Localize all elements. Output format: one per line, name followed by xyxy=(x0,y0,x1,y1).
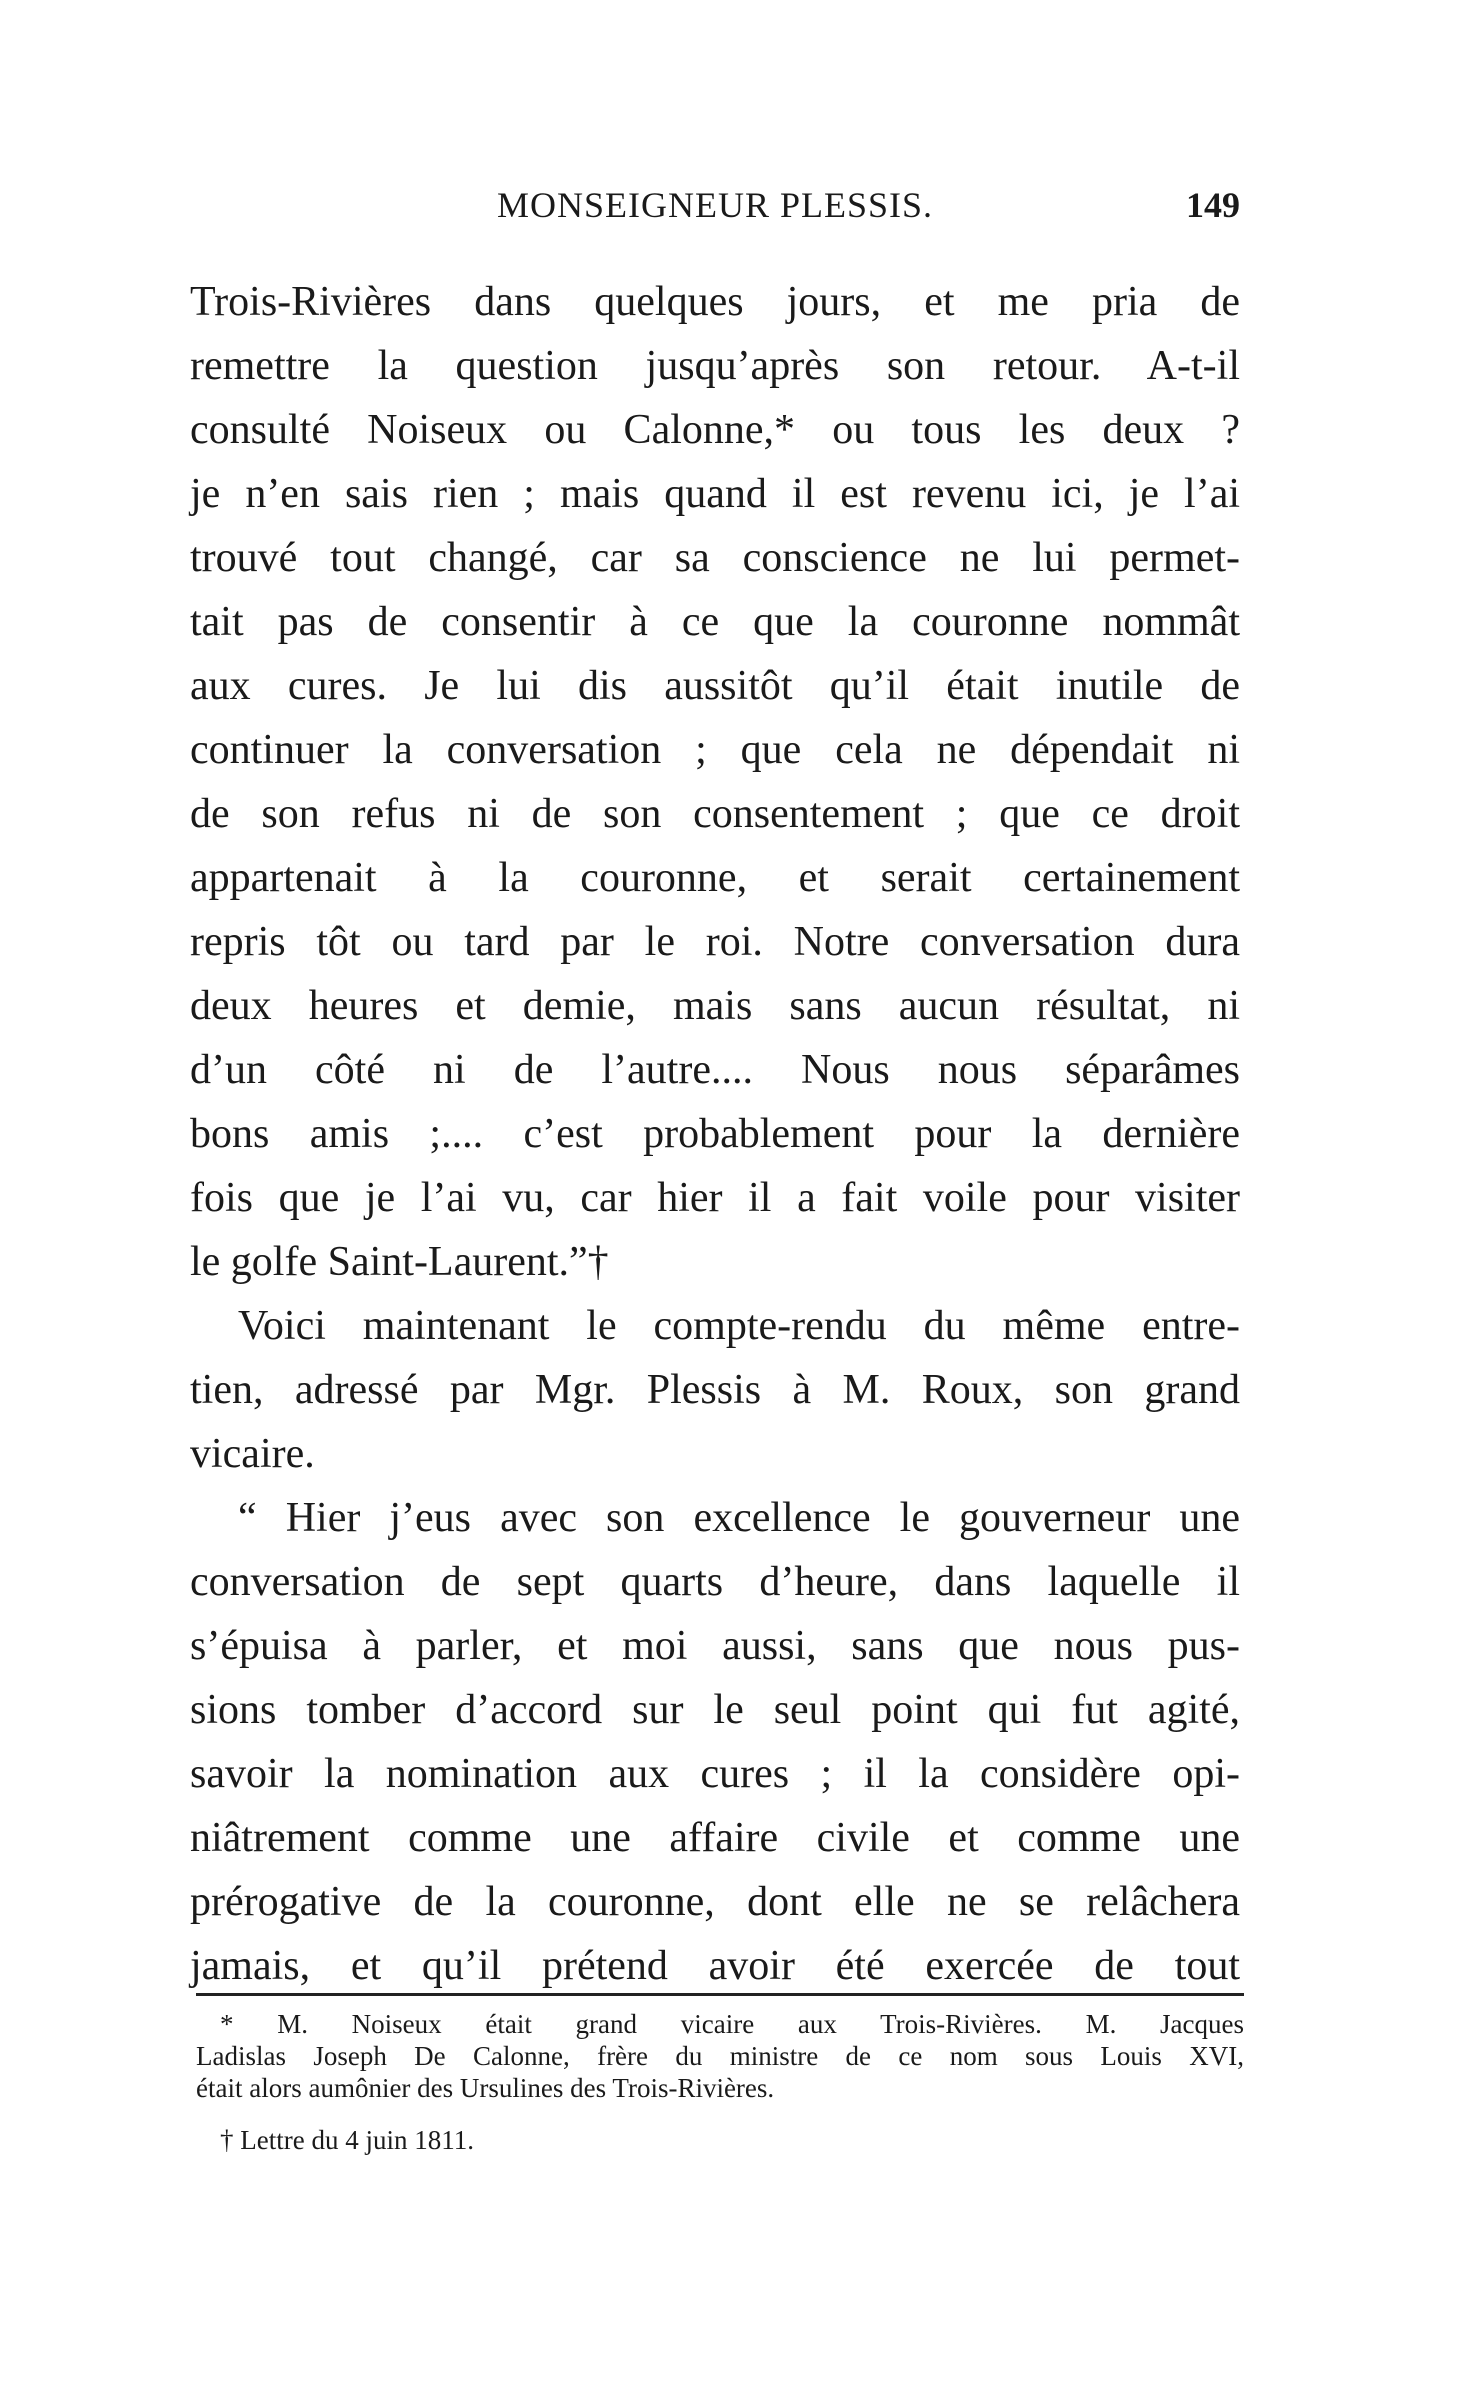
footnote-line: Ladislas Joseph De Calonne, frère du ministre de ce nom sous Louis XVI, xyxy=(196,2041,1244,2071)
text-line: vicaire. xyxy=(190,1431,315,1477)
paragraph xyxy=(190,270,1240,1294)
text-line: tait pas de consentir à ce que la couronne nommât xyxy=(190,599,1240,645)
text-line: consulté Noiseux ou Calonne,* ou tous les deux ? xyxy=(190,407,1240,453)
text-line: deux heures et demie, mais sans aucun résultat, ni xyxy=(190,983,1240,1029)
text-line: de son refus ni de son consentement ; que ce droit xyxy=(190,791,1240,837)
footnote xyxy=(196,2124,1244,2156)
text-line: jamais, et qu’il prétend avoir été exercée de tout xyxy=(190,1943,1240,1989)
footnote-rule xyxy=(196,1993,1244,1996)
footnote xyxy=(196,2008,1244,2104)
footnote-line: était alors aumônier des Ursulines des Trois-Rivières. xyxy=(196,2073,775,2103)
page-number: 149 xyxy=(1186,185,1240,225)
text-line: je n’en sais rien ; mais quand il est revenu ici, je l’ai xyxy=(190,471,1240,517)
text-line: savoir la nomination aux cures ; il la considère opi- xyxy=(190,1751,1240,1797)
text-line: appartenait à la couronne, et serait certainement xyxy=(190,855,1240,901)
footnotes xyxy=(196,2008,1244,2156)
paragraph xyxy=(190,1294,1240,1486)
text-line: fois que je l’ai vu, car hier il a fait voile pour visiter xyxy=(190,1175,1240,1221)
text-line: tien, adressé par Mgr. Plessis à M. Roux, son grand xyxy=(190,1367,1240,1413)
text-line: “ Hier j’eus avec son excellence le gouverneur une xyxy=(238,1495,1240,1541)
running-title: MONSEIGNEUR PLESSIS. xyxy=(496,185,934,225)
text-line: le golfe Saint-Laurent.”† xyxy=(190,1239,609,1285)
text-line: sions tomber d’accord sur le seul point qui fut agité, xyxy=(190,1687,1240,1733)
text-line: Trois-Rivières dans quelques jours, et me pria de xyxy=(190,279,1240,325)
text-line: continuer la conversation ; que cela ne dépendait ni xyxy=(190,727,1240,773)
text-line: d’un côté ni de l’autre.... Nous nous séparâmes xyxy=(190,1047,1240,1093)
text-line: remettre la question jusqu’après son retour. A-t-il xyxy=(190,343,1240,389)
paragraph xyxy=(190,1486,1240,1998)
text-line: Voici maintenant le compte-rendu du même entre- xyxy=(238,1303,1240,1349)
text-line: bons amis ;.... c’est probablement pour la dernière xyxy=(190,1111,1240,1157)
text-line: s’épuisa à parler, et moi aussi, sans que nous pus- xyxy=(190,1623,1240,1669)
text-line: trouvé tout changé, car sa conscience ne lui permet- xyxy=(190,535,1240,581)
text-line: aux cures. Je lui dis aussitôt qu’il était inutile de xyxy=(190,663,1240,709)
text-line: niâtrement comme une affaire civile et comme une xyxy=(190,1815,1240,1861)
footnote-line: * M. Noiseux était grand vicaire aux Trois-Rivières. M. Jacques xyxy=(220,2009,1244,2039)
body-text xyxy=(190,270,1240,1998)
running-head xyxy=(190,178,1240,228)
footnote-line: † Lettre du 4 juin 1811. xyxy=(220,2125,474,2155)
text-line: repris tôt ou tard par le roi. Notre conversation dura xyxy=(190,919,1240,965)
text-line: conversation de sept quarts d’heure, dans laquelle il xyxy=(190,1559,1240,1605)
text-line: prérogative de la couronne, dont elle ne se relâchera xyxy=(190,1879,1240,1925)
